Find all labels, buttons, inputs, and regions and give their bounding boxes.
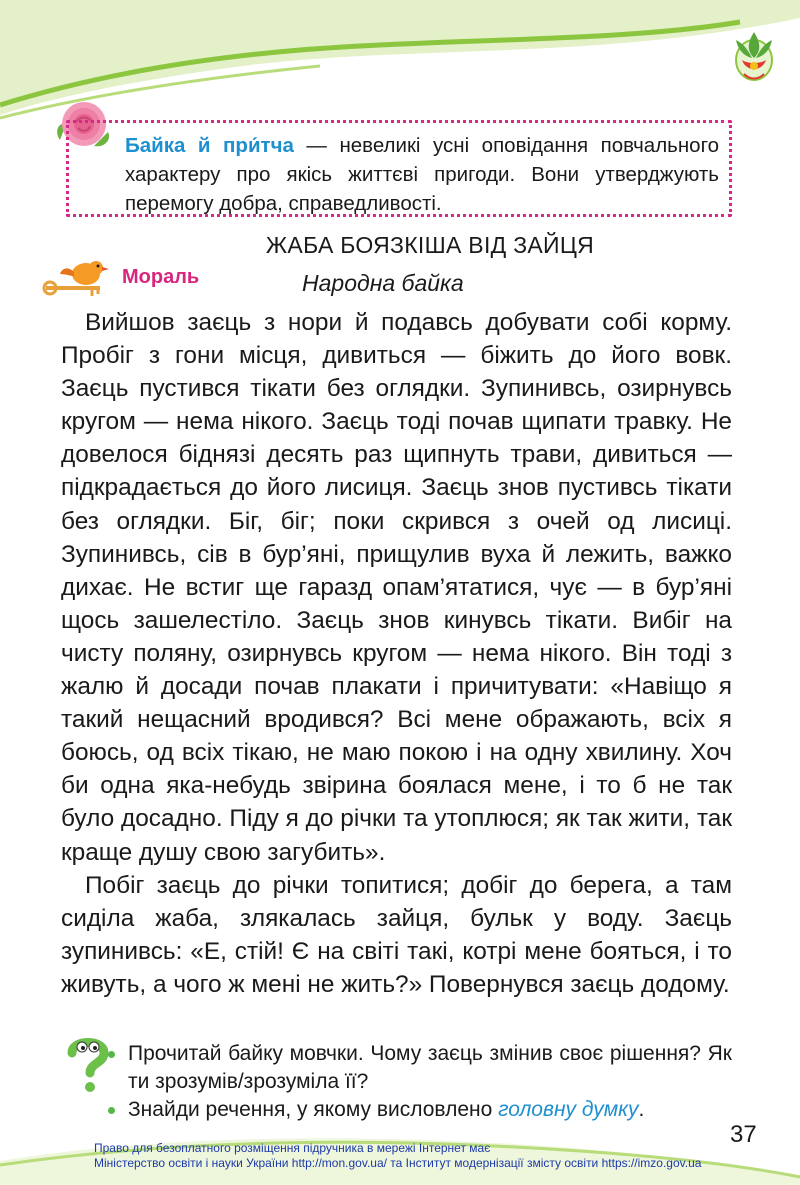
story-paragraph: Побіг заєць до річки топитися; добіг до берега, а там сиділа жаба, злякалась зайця, бульк у воду. Заєць зупинивсь: «Е, стій! Є на світі такі, котрі мене бояться, і то живуть, а чого ж мені не жить?» Повернувся заєць додому. xyxy=(61,871,732,998)
task-highlight: головну думку xyxy=(498,1098,639,1121)
ornament-emblem-icon xyxy=(722,22,786,86)
definition-text: — невеликі усні оповідання повчального характеру про якісь життєві пригоди. Вони утверджують перемогу добра, справедливості. xyxy=(125,134,719,215)
definition-term: Байка й при́тча xyxy=(125,134,294,157)
task-text-suffix: . xyxy=(638,1098,645,1121)
footer-copyright xyxy=(94,1141,701,1171)
task-item xyxy=(108,1096,732,1124)
definition-box xyxy=(66,120,732,217)
story-text xyxy=(61,306,732,1001)
top-wave-decoration xyxy=(0,0,800,130)
moral-label: Мораль xyxy=(122,266,200,288)
bird-on-key-icon xyxy=(42,250,122,300)
page-number: 37 xyxy=(730,1121,757,1148)
question-mark-character-icon xyxy=(62,1035,114,1093)
task-text: Прочитай байку мовчки. Чому заєць змінив своє рішення? Як ти зрозумів/зрозуміла її? xyxy=(128,1042,732,1093)
footer-line: Право для безоплатного розміщення підручника в мережі Інтернет має xyxy=(94,1141,491,1155)
bullet-icon xyxy=(108,1051,115,1058)
task-text: Знайди речення, у якому висловлено xyxy=(128,1098,499,1121)
story-subtitle: Народна байка xyxy=(302,270,464,296)
footer-line: Міністерство освіти і науки України http://mon.gov.ua/ та Інститут модернізації змісту освіти https://imzo.gov.ua xyxy=(94,1156,702,1170)
task-list xyxy=(108,1040,732,1124)
task-item xyxy=(108,1040,732,1096)
bullet-icon xyxy=(108,1107,115,1114)
story-title: ЖАБА БОЯЗКІША ВІД ЗАЙЦЯ xyxy=(265,232,595,258)
story-paragraph: Вийшов заєць з нори й подавсь добувати собі корму. Пробіг з гони місця, дивиться — біжить до його вовк. Заєць пустився тікати без оглядки. Зупинивсь, озирнувсь кругом — нема нікого. Заєць тоді почав щипати травку. Не довелося біднязі десять раз щипнуть трави, дивиться — підкрадається до його лисиця. Заєць знов пустивсь тікати без оглядки. Біг, біг; поки скрився з очей од лисиці. Зупинивсь, сів в бур’яні, прищулив вуха й лежить, важко дихає. Не встиг ще гаразд опам’ятатися, чує — в бур’яні щось зашелестіло. Заєць знов кинувсь тікати. Вибіг на чисту поляну, озирнувсь кругом — нема нікого. Він тоді з жалю й досади почав плакати і причитувати: «Навіщо я такий нещасний вродився? Всі мене ображають, всіх я боюсь, од всіх тікаю, не маю покою і на одну хвилину. Хоч би одна яка-небудь звірина боялася мене, і то б не так було досадно. Піду я до річки та утоплюся; як так жити, так краще душу свою загубить». xyxy=(61,309,732,866)
